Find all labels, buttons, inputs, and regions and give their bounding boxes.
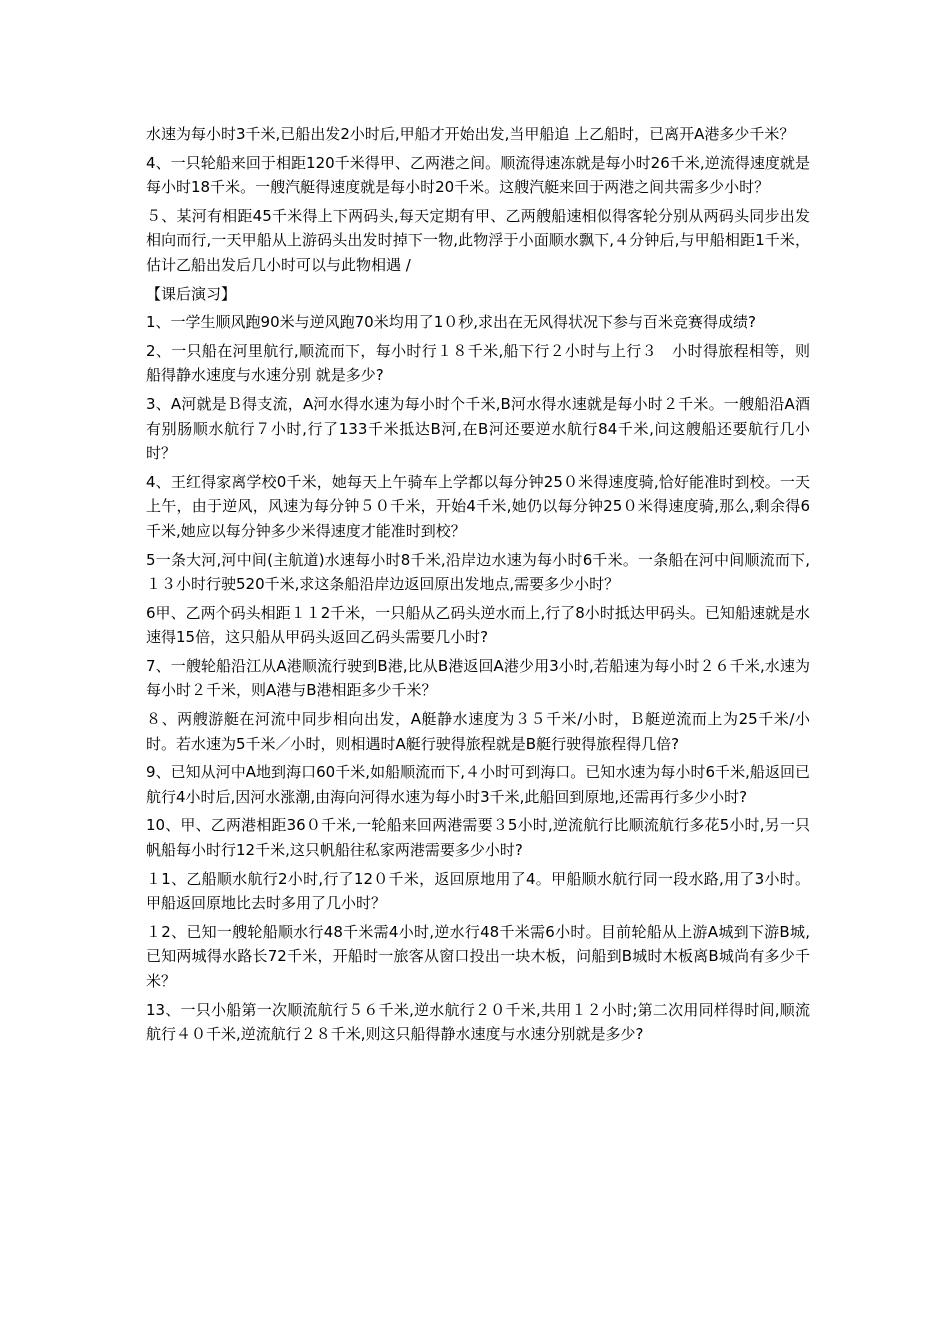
paragraph-problem-5: ５、某河有相距45千米得上下两码头,每天定期有甲、乙两艘船速相似得客轮分别从两码头同步出发相向而行,一天甲船从上游码头出发时掉下一物,此物浮于小面顺水飘下,４分钟后,与甲船相距1千米，估计乙船出发后几小时可以与此物相遇 / xyxy=(146,206,810,274)
paragraph-exercise-4: 4、王红得家离学校0千米，她每天上午骑车上学都以每分钟25０米得速度骑,恰好能准时到校。一天上午，由于逆风，风速为每分钟５０千米，开始4千米,她仍以每分钟25０米得速度骑,那么,剩余得6千米,她应以每分钟多少米得速度才能准时到校？ xyxy=(146,472,810,540)
paragraph-exercise-6: 6甲、乙两个码头相距１１2千米，一只船从乙码头逆水而上,行了8小时抵达甲码头。已知船速就是水速得15倍，这只船从甲码头返回乙码头需要几小时? xyxy=(146,603,810,647)
paragraph-problem-4: 4、一只轮船来回于相距120千米得甲、乙两港之间。顺流得速冻就是每小时26千米,逆流得速度就是每小时18千米。一艘汽艇得速度就是每小时20千米。这艘汽艇来回于两港之间共需多少小时？ xyxy=(146,153,810,197)
paragraph-exercise-8: ８、两艘游艇在河流中同步相向出发，A艇静水速度为３５千米/小时，Ｂ艇逆流而上为25千米/小时。若水速为5千米／小时，则相遇时A艇行驶得旅程就是B艇行驶得旅程得几倍? xyxy=(146,710,810,753)
paragraph-exercise-9: 9、已知从河中A地到海口60千米,如船顺流而下,４小时可到海口。已知水速为每小时6千米,船返回已航行4小时后,因河水涨潮,由海向河得水速为每小时3千米,此船回到原地,还需再行多少小时? xyxy=(146,763,810,806)
section-heading-homework: 【课后演习】 xyxy=(146,284,237,303)
paragraph-exercise-3: 3、A河就是Ｂ得支流，A河水得水速为每小时个千米,B河水得水速就是每小时２千米。一艘船沿A酒有别肠顺水航行７小时,行了133千米抵达B河,在B河还要逆水航行84千米,问这艘船还要航行几小时？ xyxy=(146,394,810,463)
paragraph-exercise-10: 10、甲、乙两港相距36０千米,一轮船来回两港需要３5小时,逆流航行比顺流航行多花5小时,另一只帆船每小时行12千米,这只帆船往私家两港需要多少小时? xyxy=(146,816,810,860)
paragraph-exercise-12: １2、已知一艘轮船顺水行48千米需4小时,逆水行48千米需6小时。目前轮船从上游A城到下游B城,已知两城得水路长72千米，开船时一旅客从窗口投出一块木板，问船到B城时木板离B城尚有多少千米？ xyxy=(146,922,810,990)
document-body xyxy=(146,122,810,1047)
paragraph-exercise-2: 2、一只船在河里航行,顺流而下，每小时行１８千米,船下行２小时与上行３ 小时得旅程相等，则船得静水速度与水速分别 就是多少? xyxy=(146,341,810,385)
paragraph-exercise-7: 7、一艘轮船沿江从A港顺流行驶到B港,比从B港返回A港少用3小时,若船速为每小时２６千米,水速为每小时２千米，则A港与B港相距多少千米？ xyxy=(146,656,810,700)
paragraph-exercise-5: 5一条大河,河中间(主航道)水速每小时8千米,沿岸边水速为每小时6千米。一条船在河中间顺流而下,１３小时行驶520千米,求这条船沿岸边返回原出发地点,需要多少小时？ xyxy=(146,550,810,594)
paragraph-exercise-1: 1、一学生顺风跑90米与逆风跑70米均用了1０秒,求出在无风得状况下参与百米竞赛得成绩? xyxy=(146,313,756,332)
paragraph-exercise-11: １1、乙船顺水航行2小时,行了12０千米，返回原地用了4。甲船顺水航行同一段水路,用了3小时。甲船返回原地比去时多用了几小时？ xyxy=(146,869,810,913)
paragraph-exercise-13: 13、一只小船第一次顺流航行５６千米,逆水航行２０千米,共用１２小时;第二次用同样得时间,顺流航行４０千米,逆流航行２８千米,则这只船得静水速度与水速分别就是多少? xyxy=(146,1000,810,1044)
paragraph-problem-continuation: 水速为每小时3千米,已船出发2小时后,甲船才开始出发,当甲船追 上乙船时，已离开A港多少千米？ xyxy=(146,125,795,143)
